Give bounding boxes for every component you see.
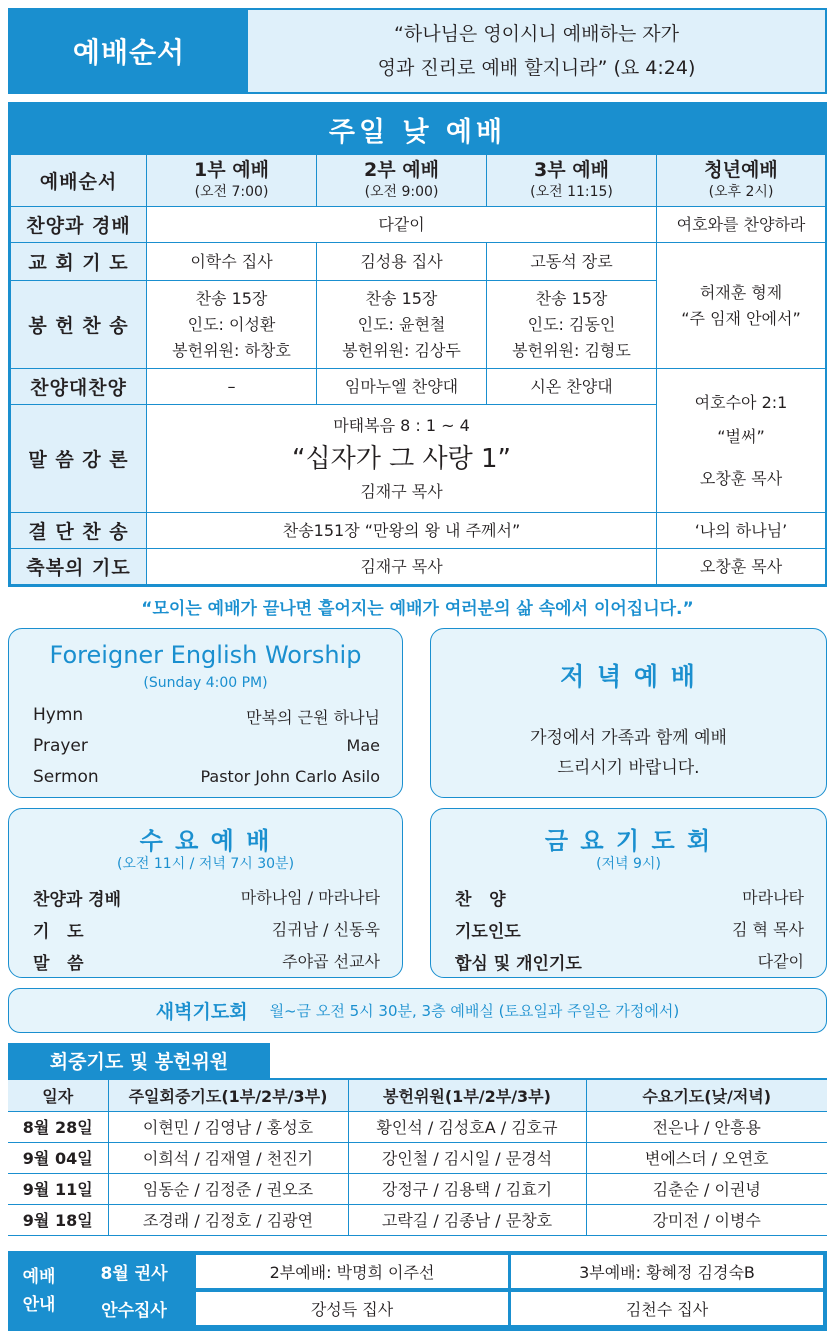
col-service-3: 3부 예배 (오전 11:15): [487, 155, 657, 207]
english-item: Hymn 만복의 근원 하나님: [33, 705, 380, 727]
sermon-passage: 마태복음 8 : 1 ~ 4: [333, 415, 470, 435]
blessing-all: 김재구 목사: [147, 549, 657, 585]
scripture-quote: [248, 10, 825, 92]
decision-youth: ‘나의 하나님’: [657, 513, 826, 549]
row-label-praise: 찬양과 경배: [11, 207, 147, 243]
row-label-choir: 찬양대찬양: [11, 369, 147, 405]
roster-header: 수요기도(낮/저녁): [586, 1080, 827, 1111]
wednesday-item: 기 도 김귀남 / 신동욱: [33, 920, 380, 942]
quote-line-1: “하나님은 영이시니 예배하는 자가: [394, 23, 679, 45]
prayer-3: 고동석 장로: [487, 243, 657, 281]
row-label-prayer: 교 회 기 도: [11, 243, 147, 281]
wednesday-item: 찬양과 경배 마하나임 / 마라나타: [33, 888, 380, 910]
table-row: 9월 11일 임동순 / 김정준 / 권오조 강정구 / 김용택 / 김효기 김춘순 / 이권녕: [8, 1173, 827, 1204]
dawn-title: 새벽기도회: [155, 1001, 248, 1023]
roster-table-wrap: [8, 1078, 827, 1236]
friday-time: (저녁 9시): [596, 856, 661, 872]
guide-value: 강성득 집사: [196, 1292, 508, 1325]
blessing-youth: 오창훈 목사: [657, 549, 826, 585]
english-worship-box: [8, 628, 403, 798]
guide-value: 3부예배: 황혜정 김경숙B: [511, 1255, 823, 1288]
sermon-youth: 여호수아 2:1 “벌써” 오창훈 목사: [657, 369, 826, 513]
dawn-prayer-bar: [8, 988, 827, 1033]
dawn-text: 월~금 오전 5시 30분, 3층 예배실 (토요일과 주일은 가정에서): [269, 1002, 680, 1020]
wednesday-time: (오전 11시 / 저녁 7시 30분): [116, 856, 295, 872]
row-label-sermon: 말 씀 강 론: [11, 405, 147, 513]
friday-item: 기도인도 김 혁 목사: [455, 920, 804, 942]
table-row: 9월 04일 이희석 / 김재열 / 천진기 강인철 / 김시일 / 문경석 변에스더 / 오연호: [8, 1142, 827, 1173]
friday-item: 찬 양 마라나타: [455, 888, 804, 910]
prayer-1: 이학수 집사: [147, 243, 317, 281]
motto: “모이는 예배가 끝나면 흩어지는 예배가 여러분의 삶 속에서 이어집니다.”: [141, 599, 694, 619]
guide-value: 김천수 집사: [511, 1292, 823, 1325]
row-label-blessing: 축복의 기도: [11, 549, 147, 585]
sermon-main: [147, 405, 657, 513]
roster-header: 주일회중기도(1부/2부/3부): [108, 1080, 348, 1111]
page-title: 예배순서: [10, 10, 248, 92]
choir-2: 임마누엘 찬양대: [317, 369, 487, 405]
offering-1: 찬송 15장 인도: 이성환 봉헌위원: 하창호: [147, 281, 317, 369]
guide-label: 예배 안내: [22, 1267, 56, 1315]
quote-line-2: 영과 진리로 예배 할지니라” (요 4:24): [377, 57, 696, 79]
roster-table: [8, 1080, 827, 1236]
guide-row: [75, 1292, 823, 1325]
roster-header: 일자: [8, 1080, 108, 1111]
table-row: 9월 18일 조경래 / 김정호 / 김광연 고락길 / 김종남 / 문창호 강미전 / 이병수: [8, 1204, 827, 1235]
praise-youth: 여호와를 찬양하라: [657, 207, 826, 243]
guide-row: [75, 1255, 823, 1288]
decision-all: 찬송151장 “만왕의 왕 내 주께서”: [147, 513, 657, 549]
english-title: Foreigner English Worship: [49, 641, 362, 669]
header: [8, 8, 827, 94]
sermon-preacher: 김재구 목사: [360, 481, 443, 501]
wednesday-item: 말 씀 주야곱 선교사: [33, 952, 380, 974]
table-corner: 예배순서: [11, 155, 147, 207]
friday-title: 금 요 기 도 회: [544, 827, 713, 855]
prayer-2: 김성용 집사: [317, 243, 487, 281]
sermon-title: “십자가 그 사랑 1”: [292, 443, 511, 474]
col-youth: 청년예배 (오후 2시): [657, 155, 826, 207]
roster-tab: 회중기도 및 봉헌위원: [8, 1043, 270, 1078]
guide-key: 안수집사: [75, 1292, 193, 1325]
worship-guide: [8, 1251, 827, 1331]
wednesday-title: 수 요 예 배: [139, 827, 272, 855]
col-service-2: 2부 예배 (오전 9:00): [317, 155, 487, 207]
offering-2: 찬송 15장 인도: 윤현철 봉헌위원: 김상두: [317, 281, 487, 369]
row-label-decision: 결 단 찬 송: [11, 513, 147, 549]
choir-1: –: [147, 369, 317, 405]
sunday-banner: 주일 낮 예배: [10, 104, 825, 154]
offering-3: 찬송 15장 인도: 김동인 봉헌위원: 김형도: [487, 281, 657, 369]
offering-youth: 허재훈 형제 “주 임재 안에서”: [657, 243, 826, 369]
row-label-offering: 봉 헌 찬 송: [11, 281, 147, 369]
evening-text: 가정에서 가족과 함께 예배 드리시기 바랍니다.: [530, 728, 727, 778]
guide-value: 2부예배: 박명희 이주선: [196, 1255, 508, 1288]
table-row: 8월 28일 이현민 / 김영남 / 홍성호 황인석 / 김성호A / 김호규 전은나 / 안흥용: [8, 1111, 827, 1142]
friday-item: 합심 및 개인기도 다같이: [455, 952, 804, 974]
sunday-order-table: [10, 154, 826, 585]
praise-all: 다같이: [147, 207, 657, 243]
guide-key: 8월 권사: [75, 1255, 193, 1288]
col-service-1: 1부 예배 (오전 7:00): [147, 155, 317, 207]
friday-prayer-box: [430, 808, 827, 978]
wednesday-worship-box: [8, 808, 403, 978]
evening-worship-box: [430, 628, 827, 798]
english-item: Sermon Pastor John Carlo Asilo: [33, 767, 380, 787]
roster-header: 봉헌위원(1부/2부/3부): [348, 1080, 586, 1111]
evening-title: 저 녁 예 배: [560, 662, 697, 691]
choir-3: 시온 찬양대: [487, 369, 657, 405]
english-item: Prayer Mae: [33, 736, 380, 756]
english-time: (Sunday 4:00 PM): [143, 675, 268, 691]
sunday-service: [8, 102, 827, 587]
